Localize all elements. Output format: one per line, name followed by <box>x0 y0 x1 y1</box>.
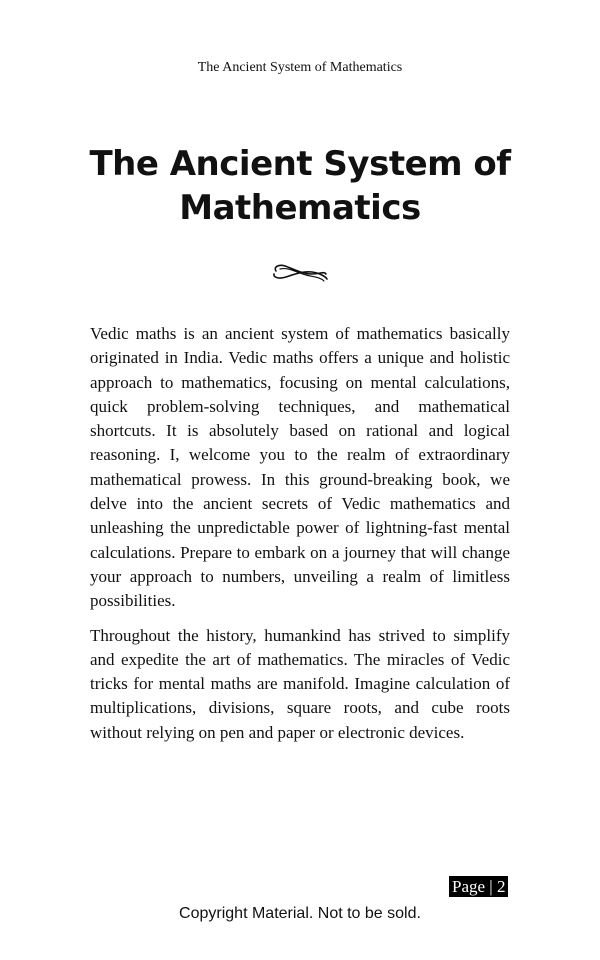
running-header: The Ancient System of Mathematics <box>197 60 403 75</box>
paragraph: Throughout the history, humankind has strived to simplify and expedite the art of mathematics. The miracles of Vedic tricks for mental maths are manifold. Imagine calculation of multiplications, divisions, square roots, and cube roots without relying on pen and paper or electronic devices. <box>90 625 510 742</box>
body-text <box>90 322 510 755</box>
swirl-ornament-icon <box>270 262 330 284</box>
chapter-title: The Ancient System of Mathematics <box>89 144 511 228</box>
paragraph: Vedic maths is an ancient system of mathematics basically originated in India. Vedic maths offers a unique and holistic approach to mathematics, focusing on mental calculations, quick problem-solving techniques, and mathematical shortcuts. It is absolutely based on rational and logical reasoning. I, welcome you to the realm of extraordinary mathematical prowess. In this ground-breaking book, we delve into the ancient secrets of Vedic mathematics and unleashing the unpredictable power of lightning-fast mental calculations. Prepare to embark on a journey that will change your approach to numbers, unveiling a realm of limitless possibilities. <box>90 324 510 611</box>
page-number-badge: Page | 2 <box>449 876 508 897</box>
copyright-notice: Copyright Material. Not to be sold. <box>179 905 421 922</box>
